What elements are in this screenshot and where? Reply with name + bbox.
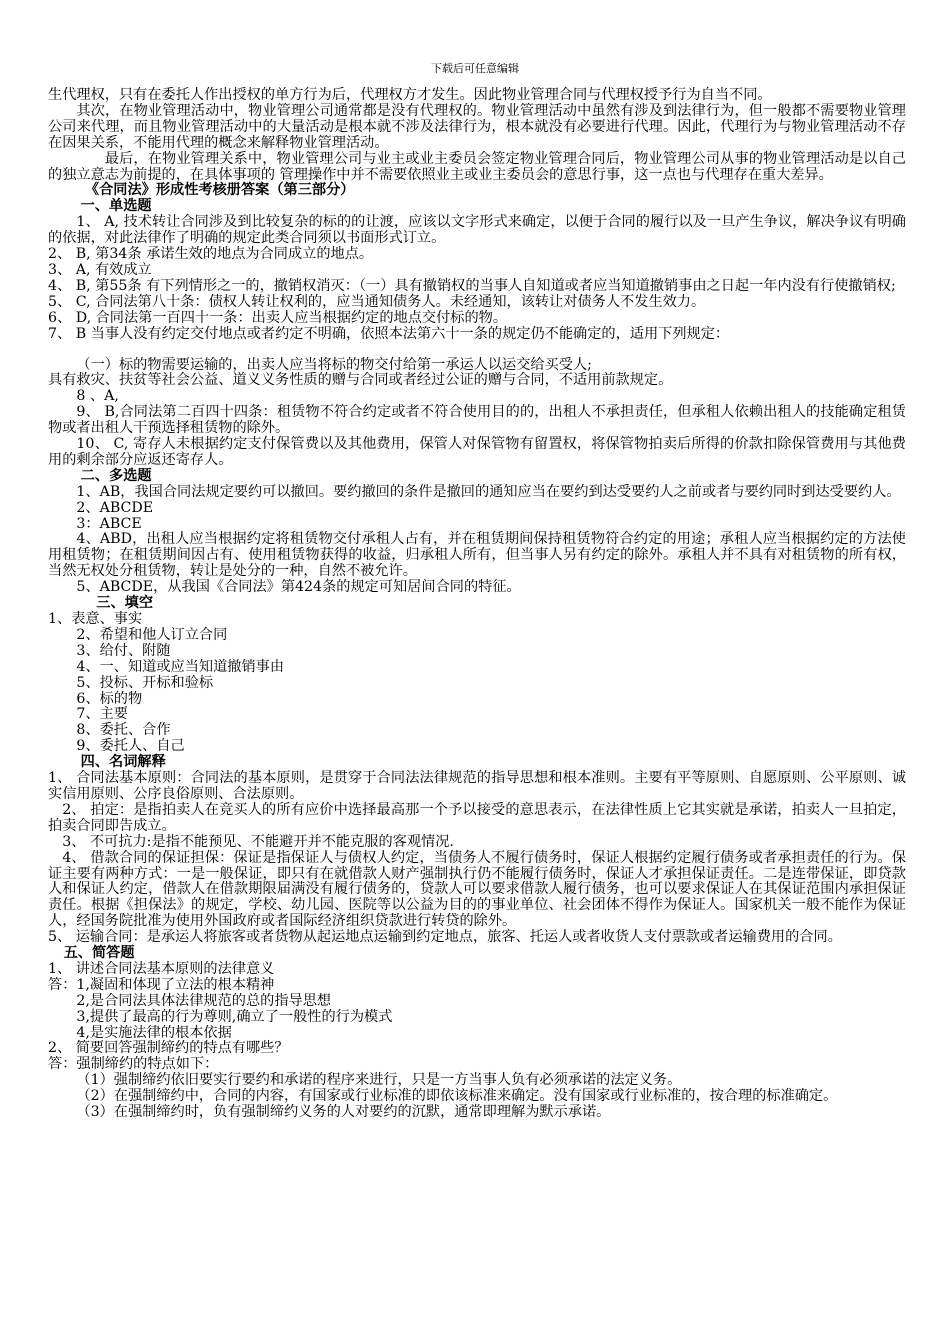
answer-item: 5、 运输合同：是承运人将旅客或者货物从起运地点运输到约定地点，旅客、托运人或者收货人支付票款或者运输费用的合同。 (48, 929, 842, 946)
answer-item: 9、 B,合同法第二百四十四条：租赁物不符合约定或者不符合使用目的的，出租人不承担责任，但承租人依赖出租人的技能确定租赁物或者出租人干预选择租赁物的除外。 (48, 404, 906, 437)
answer-item: 7、主要 (76, 706, 128, 723)
answer-item: 4、 借款合同的保证担保：保证是指保证人与债权人约定，当债务人不履行债务时，保证人根据约定履行债务或者承担责任的行为。保证主要有两种方式：一是一般保证，即只有在就借款人财产强制执行仍不能履行债务时，保证人才承担保证责任。二是连带保证，即贷款人和保证人约定，借款人在借款期限届满没有履行债务的，贷款人可以要求借款人履行债务，也可以要求保证人在其保证范围内承担保证责任。根据《担保法》的规定，学校、幼儿园、医院等以公益为目的的事业单位、社会团体不得作为保证人。国家机关一般不能作为保证人，经国务院批准为使用外国政府或者国际经济组织贷款进行转贷的除外。 (48, 849, 906, 930)
answer-item: 6、 D, 合同法第一百四十一条：出卖人应当根据约定的地点交付标的物。 (48, 309, 508, 326)
section-heading-short-answer: 五、简答题 (63, 945, 135, 962)
answer-item: 4、 B, 第55条 有下列情形之一的，撤销权消灭：（一）具有撤销权的当事人自知道或者应当知道撤销事由之日起一年内没有行使撤销权; (48, 277, 896, 294)
paragraph: 生代理权，只有在委托人作出授权的单方行为后，代理权方才发生。因此物业管理合同与代理权授予行为自当不同。 (48, 87, 772, 103)
paragraph: 其次，在物业管理活动中，物业管理公司通常都是没有代理权的。物业管理活动中虽然有涉及到法律行为，但一般都不需要物业管理公司来代理，而且物业管理活动中的大量活动是根本就不涉及法律行为，根本就没有必要进行代理。因此，代理行为与物业管理活动不存在因果关系，不能用代理的概念来解释物业管理活动。 (48, 102, 906, 151)
answer-item: 2、ABCDE (76, 499, 154, 516)
section-heading-multiple-choice: 二、多选题 (80, 467, 152, 484)
answer-item: 1、 A, 技术转让合同涉及到比较复杂的标的的让渡，应该以文字形式来确定，以便于合同的履行以及一旦产生争议，解决争议有明确的依据，对此法律作了明确的规定此类合同须以书面形式订立。 (48, 214, 906, 247)
answer-item: 5、ABCDE，从我国《合同法》第424条的规定可知居间合同的特征。 (76, 579, 521, 596)
question-item: 2、 简要回答强制缔约的特点有哪些？ (48, 1040, 289, 1057)
page-header: 下载后可任意编辑 (431, 62, 519, 75)
section-heading-fill-in: 三、填空 (96, 595, 154, 612)
answer-item: （1）强制缔约依旧要实行要约和承诺的程序来进行，只是一方当事人负有必须承诺的法定义务。 (76, 1072, 682, 1089)
section-heading-single-choice: 一、单选题 (80, 198, 152, 215)
answer-item: （一）标的物需要运输的，出卖人应当将标的物交付给第一承运人以运交给买受人; (76, 356, 592, 373)
answer-item: 1、 合同法基本原则：合同法的基本原则，是贯穿于合同法法律规范的指导思想和根本准则。主要有平等原则、自愿原则、公平原则、诚实信用原则、公序良俗原则、合法原则。 (48, 770, 906, 802)
answer-item: 2、 拍定：是指拍卖人在竞买人的所有应价中选择最高那一个予以接受的意思表示，在法律性质上它其实就是承诺，拍卖人一旦拍定，拍卖合同即告成立。 (48, 801, 906, 834)
answer-item: 答：1,凝固和体现了立法的根本精神 (48, 976, 275, 993)
answer-item: 5、 C, 合同法第八十条：债权人转让权利的，应当通知债务人。未经通知，该转让对债务人不发生效力。 (48, 293, 706, 310)
section-heading-term-definitions: 四、名词解释 (80, 754, 166, 771)
answer-item: 4、一、知道或应当知道撤销事由 (76, 658, 285, 675)
answer-item: 2、 B, 第34条 承诺生效的地点为合同成立的地点。 (48, 246, 374, 263)
answer-item: 答：强制缔约的特点如下： (48, 1056, 219, 1073)
answer-item: 3、 不可抗力:是指不能预见、不能避开并不能克服的客观情况. (62, 833, 454, 850)
answer-item: 5、投标、开标和验标 (76, 674, 214, 691)
answer-item: 3,提供了最高的行为尊则,确立了一般性的行为模式 (76, 1008, 393, 1025)
answer-item: 8 、A, (76, 388, 119, 405)
answer-item: 具有救灾、扶贫等社会公益、道义义务性质的赠与合同或者经过公证的赠与合同，不适用前款规定。 (48, 372, 673, 389)
answer-item: 6、标的物 (76, 690, 143, 707)
section-title: 《合同法》形成性考核册答案（第三部分） (84, 182, 355, 199)
answer-item: 3、 A, 有效成立 (48, 261, 152, 278)
answer-item: 7、 B 当事人没有约定交付地点或者约定不明确，依照本法第六十一条的规定仍不能确定的，适用下列规定： (48, 325, 730, 342)
spacer (48, 343, 906, 358)
paragraph: 最后，在物业管理关系中，物业管理公司与业主或业主委员会签定物业管理合同后，物业管理公司从事的物业管理活动是以自己的独立意志为前提的，在具体事项的 管理操作中并不需要依照业主或业主委员会的意思行事，这一点也与代理存在重大差异。 (48, 150, 906, 183)
answer-item: 4、ABD，出租人应当根据约定将租赁物交付承租人占有，并在租赁期间保持租赁物符合约定的用途；承租人应当根据约定的方法使用租赁物；在租赁期间因占有、使用租赁物获得的收益，归承租人所有，但当事人另有约定的除外。承租人并不具有对租赁物的所有权，当然无权处分租赁物，转让是处分的一种，自然不被允许。 (48, 531, 906, 580)
answer-item: 3、给付、附随 (76, 642, 171, 659)
answer-item: 1、AB，我国合同法规定要约可以撤回。要约撤回的条件是撤回的通知应当在要约到达受要约人之前或者与要约同时到达受要约人。 (76, 483, 901, 500)
answer-item: 9、委托人、自己 (76, 738, 185, 755)
answer-item: （2）在强制缔约中，合同的内容，有国家或行业标准的即依该标准来确定。没有国家或行业标准的，按合理的标准确定。 (76, 1088, 838, 1105)
answer-item: （3）在强制缔约时，负有强制缔约义务的人对要约的沉默，通常即理解为默示承诺。 (76, 1104, 611, 1121)
answer-item: 4,是实施法律的根本依据 (76, 1024, 232, 1041)
answer-item: 2,是合同法具体法律规范的总的指导思想 (76, 992, 332, 1009)
document-body (48, 88, 906, 1121)
question-item: 1、 讲述合同法基本原则的法律意义 (48, 960, 275, 977)
answer-item: 3：ABCE (76, 515, 142, 532)
answer-item: 8、委托、合作 (76, 722, 171, 739)
answer-item: 2、希望和他人订立合同 (76, 626, 228, 643)
answer-item: 10、 C, 寄存人未根据约定支付保管费以及其他费用，保管人对保管物有留置权，将保管物拍卖后所得的价款扣除保管费用与其他费用的剩余部分应返还寄存人。 (48, 436, 906, 468)
answer-item: 1、表意、事实 (48, 611, 143, 627)
